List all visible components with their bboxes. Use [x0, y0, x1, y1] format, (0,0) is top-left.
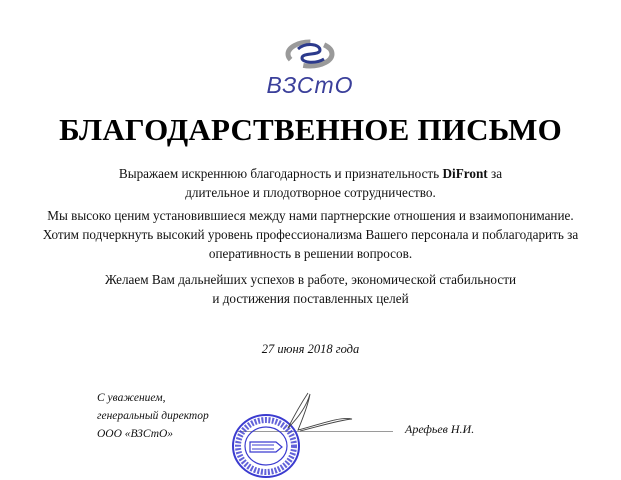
text-segment: за [487, 166, 503, 181]
handwritten-signature-icon [270, 390, 410, 445]
closing-line: генеральный директор [97, 410, 209, 422]
paragraph-line: оперативность в решении вопросов. [208, 246, 413, 261]
paragraph-line: Желаем Вам дальнейших успехов в работе, экономической стабильности [104, 272, 517, 287]
closing-block [97, 389, 209, 443]
company-logo [262, 34, 358, 98]
swirl-logo-icon [262, 34, 358, 74]
signatory-name: Арефьев Н.И. [405, 422, 475, 436]
company-name: DiFront [442, 166, 488, 181]
paragraph-wishes [0, 270, 621, 308]
closing-line: ООО «ВЗСтО» [97, 428, 174, 440]
text-segment: Выражаем искреннюю благодарность и признательность [118, 166, 443, 181]
paragraph-appreciation [0, 206, 621, 263]
paragraph-line: Мы высоко ценим установившиеся между нами партнерские отношения и взаимопонимание. [47, 208, 574, 223]
paragraph-line: Хотим подчеркнуть высокий уровень профессионализма Вашего персонала и поблагодарить за [42, 227, 579, 242]
paragraph-line: длительное и плодотворное сотрудничество. [185, 185, 436, 200]
document-date: 27 июня 2018 года [261, 342, 360, 356]
document-title: БЛАГОДАРСТВЕННОЕ ПИСЬМО [59, 112, 562, 147]
closing-line: С уважением, [97, 392, 166, 404]
logo-text: ВЗСтО [266, 72, 354, 98]
paragraph-line [0, 164, 621, 183]
paragraph-gratitude [0, 164, 621, 202]
paragraph-line: и достижения поставленных целей [212, 291, 409, 306]
